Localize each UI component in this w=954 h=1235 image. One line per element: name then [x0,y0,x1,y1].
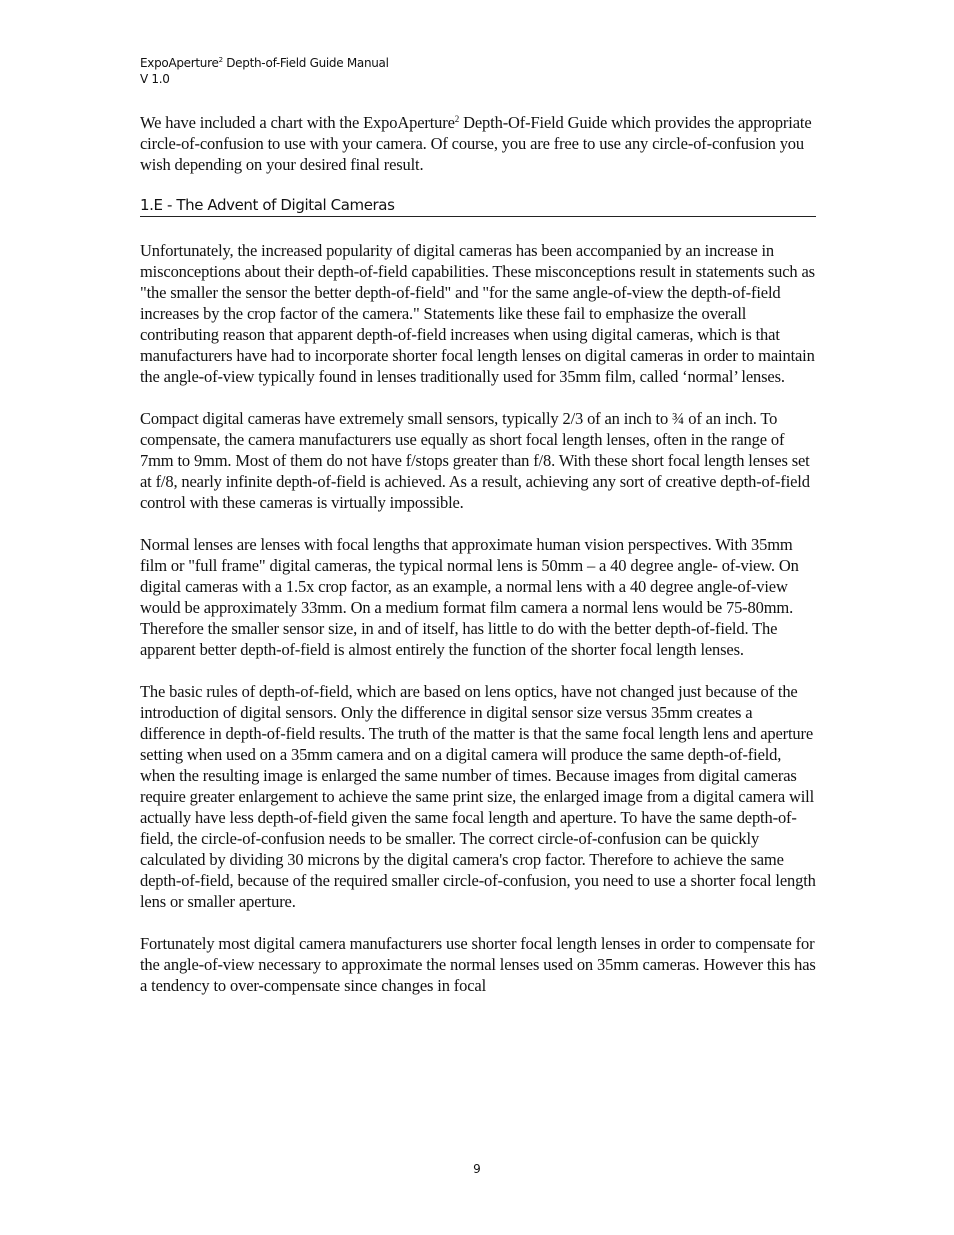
title-superscript: 2 [218,56,223,64]
manual-version: V 1.0 [140,72,170,86]
paragraph-misconceptions: Unfortunately, the increased popularity of digital cameras has been accompanied by an increase in misconceptions about their depth-of-field capabilities. These misconceptions result in statements such as "the smaller the sensor the better depth-of-field" and "for the same angle-of-view the depth-of-field increases by the crop factor of the camera." Statements like these fail to emphasize the overall contributing reason that apparent depth-of-field increases when using digital cameras, which is that manufacturers have had to incorporate shorter focal length lenses on digital cameras in order to maintain the angle-of-view typically found in lenses traditionally used for 35mm film, called ‘normal’ lenses. [140,241,815,386]
paragraph-compact-cameras: Compact digital cameras have extremely small sensors, typically 2/3 of an inch to ¾ of an inch. To compensate, the camera manufacturers use equally as short focal length lenses, often in the range of 7mm to 9mm. Most of them do not have f/stops greater than f/8. With these short focal length lenses set at f/8, nearly infinite depth-of-field is achieved. As a result, achieving any sort of creative depth-of-field control with these cameras is virtually impossible. [140,409,810,512]
manual-title: ExpoAperture$^2$ Depth-of-Field Guide Manual [140,56,389,70]
page-number: 9 [473,1162,481,1176]
section-heading: 1.E - The Advent of Digital Cameras [140,195,816,217]
paragraph-fortunately: Fortunately most digital camera manufacturers use shorter focal length lenses in order to compensate for the angle-of-view necessary to approximate the normal lenses used on 35mm cameras. However this has a tendency to over-compensate since changes in focal [140,934,816,995]
paragraph-basic-rules: The basic rules of depth-of-field, which are based on lens optics, have not changed just because of the introduction of digital sensors. Only the difference in digital sensor size versus 35mm creates a difference in depth-of-field results. The truth of the matter is that the same focal length lens and aperture setting when used on a 35mm camera and on a digital camera will produce the same depth-of-field, when the resulting image is enlarged the same number of times. Because images from digital cameras require greater enlargement to achieve the same print size, the enlarged image from a digital camera will actually have less depth-of-field given the same focal length and aperture. To have the same depth-of-field, the circle-of-confusion needs to be smaller. The correct circle-of-confusion can be quickly calculated by dividing 30 microns by the digital camera's crop factor. Therefore to achieve the same depth-of-field, because of the required smaller circle-of-confusion, you need to use a shorter focal length lens or smaller aperture. [140,682,816,911]
running-header [140,55,389,87]
section-body [140,240,816,996]
intro-superscript: 2 [454,114,460,124]
paragraph-normal-lenses: Normal lenses are lenses with focal lengths that approximate human vision perspectives. With 35mm film or "full frame" digital cameras, the typical normal lens is 50mm – a 40 degree angle- of-view. On digital cameras with a 1.5x crop factor, as an example, a normal lens with a 40 degree angle-of-view would be approximately 33mm. On a medium format film camera a normal lens would be 75-80mm. Therefore the smaller sensor size, in and of itself, has little to do with the better depth-of-field. The apparent better depth-of-field is almost entirely the function of the shorter focal length lenses. [140,535,799,659]
intro-paragraph: We have included a chart with the ExpoAperture$^2$ Depth-Of-Field Guide which provides the appropriate circle-of-confusion to use with your camera. Of course, you are free to use any circle-of-confusion you wish depending on your desired final result. [140,113,812,174]
